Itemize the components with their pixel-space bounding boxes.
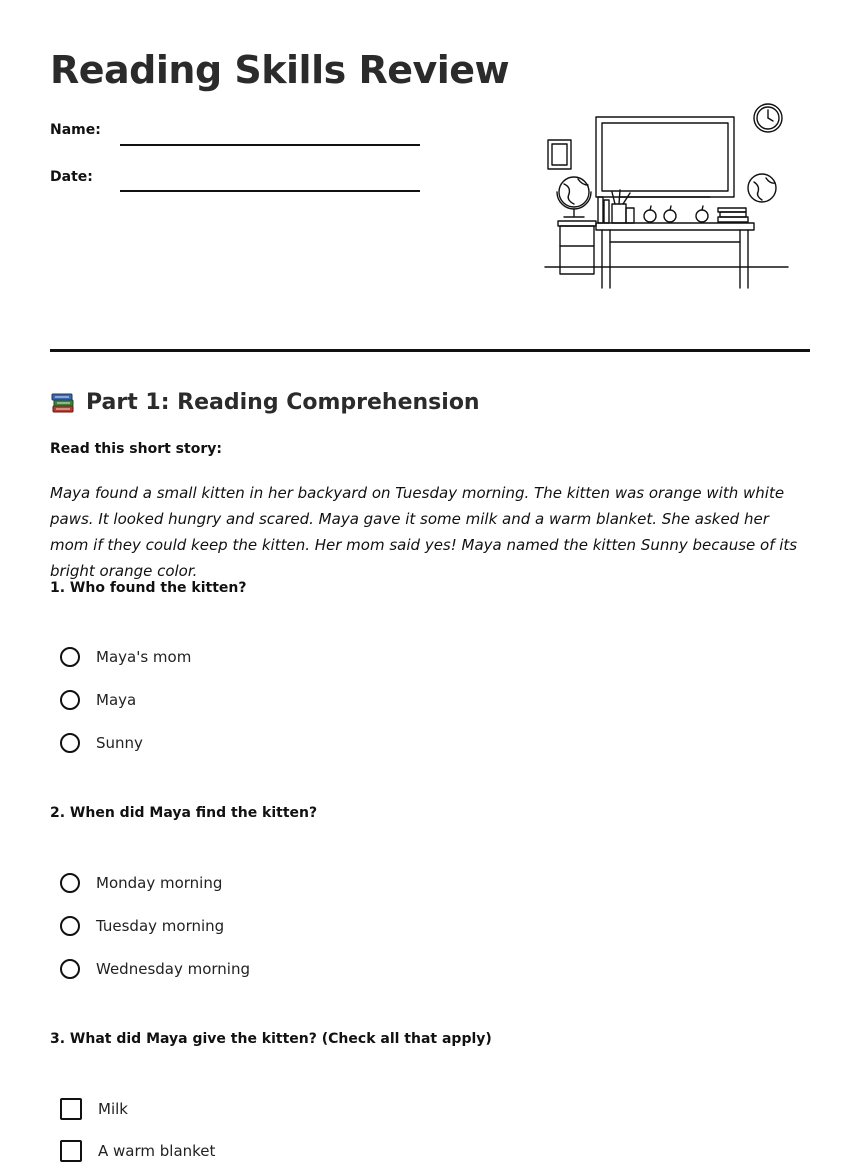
checkbox[interactable] — [60, 1140, 82, 1162]
option-q1-mayas-mom[interactable] — [60, 645, 191, 669]
option-q3-blanket[interactable] — [60, 1139, 215, 1163]
option-label: A warm blanket — [98, 1142, 216, 1160]
option-label: Monday morning — [96, 874, 223, 892]
question-1: 1. Who found the kitten? — [50, 580, 247, 596]
date-label: Date: — [50, 169, 93, 185]
radio-button[interactable] — [60, 873, 80, 893]
radio-button[interactable] — [60, 647, 80, 667]
option-label: Milk — [98, 1100, 128, 1118]
option-label: Maya's mom — [96, 648, 192, 666]
radio-button[interactable] — [60, 690, 80, 710]
classroom-illustration — [540, 96, 800, 296]
option-label: Wednesday morning — [96, 960, 251, 978]
question-2: 2. When did Maya find the kitten? — [50, 805, 318, 821]
name-label: Name: — [50, 122, 101, 138]
option-q1-maya[interactable] — [60, 688, 136, 712]
books-icon — [50, 389, 76, 415]
name-field[interactable] — [120, 144, 420, 146]
section-divider — [50, 349, 810, 352]
option-q1-sunny[interactable] — [60, 731, 143, 755]
question-3: 3. What did Maya give the kitten? (Check all that apply) — [50, 1031, 492, 1047]
part1-heading — [50, 389, 480, 415]
option-q2-tuesday[interactable] — [60, 914, 224, 938]
story-text: Maya found a small kitten in her backyard on Tuesday morning. The kitten was orange with white paws. It looked hungry and scared. Maya gave it some milk and a warm blanket. She asked her mom if they could keep the kitten. Her mom said yes! Maya named the kitten Sunny because of its bright orange color. — [50, 484, 798, 580]
checkbox[interactable] — [60, 1098, 82, 1120]
radio-button[interactable] — [60, 916, 80, 936]
radio-button[interactable] — [60, 733, 80, 753]
option-label: Maya — [96, 691, 137, 709]
worksheet-title: Reading Skills Review — [50, 48, 510, 92]
option-q2-wednesday[interactable] — [60, 957, 250, 981]
story-label: Read this short story: — [50, 441, 222, 457]
option-label: Tuesday morning — [96, 917, 225, 935]
option-q2-monday[interactable] — [60, 871, 222, 895]
date-field[interactable] — [120, 190, 420, 192]
option-q3-milk[interactable] — [60, 1097, 128, 1121]
part1-heading-text: Part 1: Reading Comprehension — [86, 389, 480, 415]
radio-button[interactable] — [60, 959, 80, 979]
option-label: Sunny — [96, 734, 143, 752]
